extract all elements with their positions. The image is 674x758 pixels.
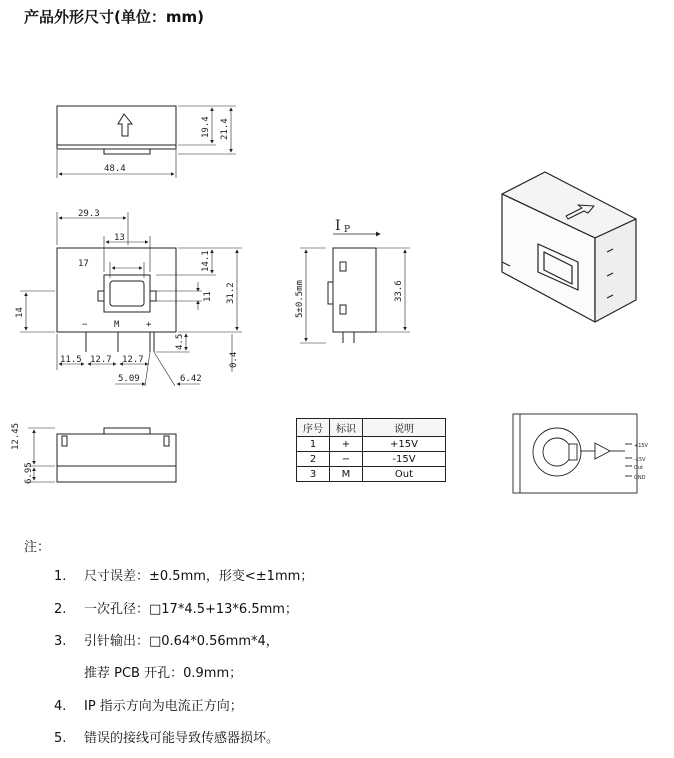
dim-side-hole: 5±0.5mm xyxy=(295,280,305,318)
table-cell: Out xyxy=(363,467,446,482)
table-row xyxy=(297,437,446,452)
dim-front-h3: 11 xyxy=(203,291,213,302)
note-text: 错误的接线可能导致传感器损坏。 xyxy=(84,731,280,746)
table-cell: -15V xyxy=(363,452,446,467)
dim-top-width: 48.4 xyxy=(104,164,126,174)
note-text: 一次孔径：□17*4.5+13*6.5mm； xyxy=(84,602,298,617)
iso-view xyxy=(502,172,636,322)
bottom-view xyxy=(28,428,176,482)
table-cell: 1 xyxy=(297,437,330,452)
dim-front-h2: 31.2 xyxy=(226,282,236,304)
table-cell: 3 xyxy=(297,467,330,482)
note-item xyxy=(54,565,313,584)
pin-mark-plus: + xyxy=(146,320,152,330)
page-title: 产品外形尺寸(单位：mm) xyxy=(24,8,204,26)
sch-label-3: Out xyxy=(634,465,644,471)
note-text: IP 指示方向为电流正方向； xyxy=(84,699,243,714)
dim-front-w1: 29.3 xyxy=(78,209,100,219)
table-row xyxy=(297,467,446,482)
notes-heading: 注： xyxy=(24,540,51,555)
table-cell: 2 xyxy=(297,452,330,467)
table-header: 标识 xyxy=(330,419,363,437)
sch-label-2: -15V xyxy=(634,457,646,463)
dim-front-h1: 14.1 xyxy=(201,250,211,272)
table-cell: + xyxy=(330,437,363,452)
ip-label: I xyxy=(335,218,341,234)
note-item xyxy=(54,727,279,746)
dim-front-w3: 17 xyxy=(78,259,89,269)
note-number: 5. xyxy=(54,731,67,746)
table-cell: +15V xyxy=(363,437,446,452)
note-text: 尺寸误差：±0.5mm，形变<±1mm； xyxy=(84,569,314,584)
note-text: 引针输出：□0.64*0.56mm*4， xyxy=(84,634,279,649)
dim-front-bottom: 0.4 xyxy=(229,351,239,368)
dim-front-pin-right: 6.42 xyxy=(180,374,202,384)
table-header: 说明 xyxy=(363,419,446,437)
dim-top-h1: 19.4 xyxy=(201,116,211,138)
note-text: 推荐 PCB 开孔：0.9mm； xyxy=(84,666,243,681)
note-number: 1. xyxy=(54,569,67,584)
dim-bottom-h1: 12.45 xyxy=(11,422,21,450)
pin-mark-minus: − xyxy=(82,320,88,330)
note-item xyxy=(54,662,242,681)
table-header: 序号 xyxy=(297,419,330,437)
dim-front-pin-spacing3: 12.7 xyxy=(122,355,144,365)
note-item xyxy=(54,598,298,617)
dim-front-pin-h: 4.5 xyxy=(175,333,185,350)
sch-label-4: GND xyxy=(634,475,646,481)
dim-front-pin-offset: 5.09 xyxy=(118,374,140,384)
pin-mark-m: M xyxy=(114,320,120,330)
table-cell: M xyxy=(330,467,363,482)
dim-front-left: 14 xyxy=(15,307,25,318)
note-item xyxy=(54,630,279,649)
notes-section xyxy=(24,536,50,569)
note-number: 4. xyxy=(54,699,67,714)
dim-bottom-h2: 6.95 xyxy=(24,462,34,484)
note-number: 3. xyxy=(54,634,67,649)
note-number: 2. xyxy=(54,602,67,617)
table-row xyxy=(297,452,446,467)
dim-top-h2: 21.4 xyxy=(220,118,230,140)
pin-table xyxy=(296,418,446,482)
up-arrow-icon xyxy=(118,114,132,136)
note-item xyxy=(54,695,243,714)
dim-front-w2: 13 xyxy=(114,233,125,243)
sch-label-1: +15V xyxy=(634,443,648,449)
dim-side-h: 33.6 xyxy=(394,280,404,302)
schematic xyxy=(513,414,637,493)
table-header-row xyxy=(297,419,446,437)
table-cell: − xyxy=(330,452,363,467)
dim-front-pin-spacing1: 11.5 xyxy=(60,355,82,365)
dim-front-pin-spacing2: 12.7 xyxy=(90,355,112,365)
ip-label-sub: P xyxy=(344,225,351,235)
